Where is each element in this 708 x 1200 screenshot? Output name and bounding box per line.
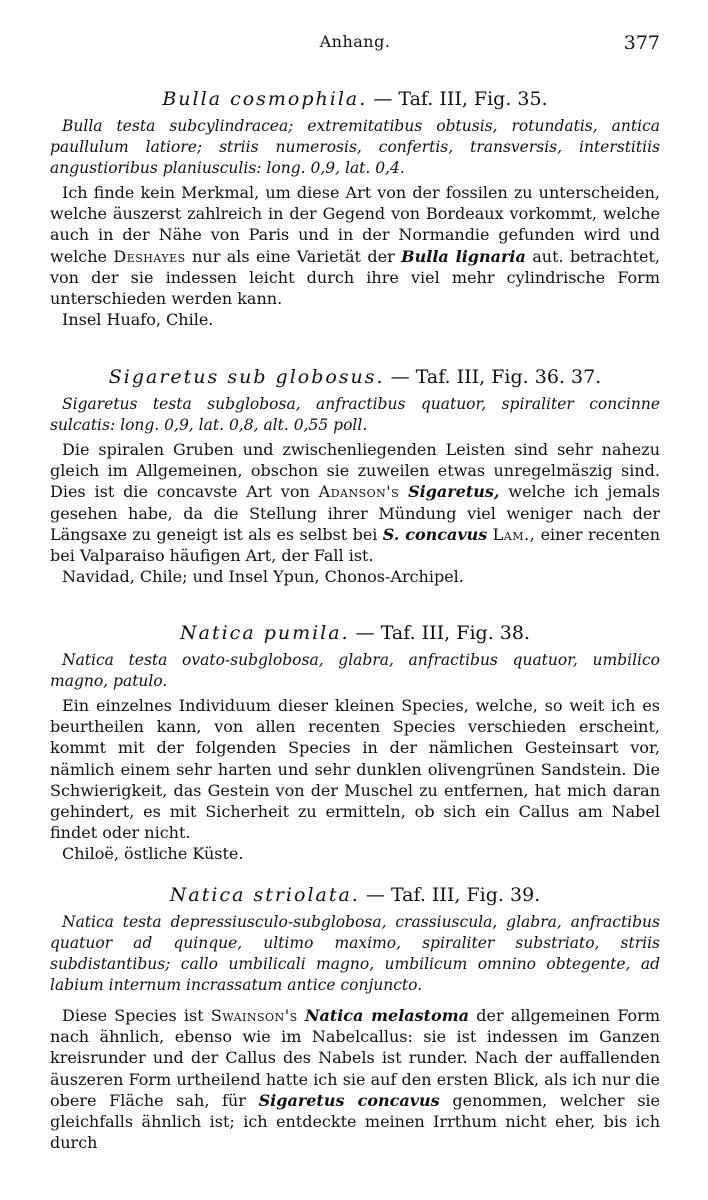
text-run: der allgemeinen Form nach ähnlich, ebenso wie im Nabelcallus: sie ist indessen im Ganzen kreisrunder und der Callus des Nabels ist runder. Nach der auffallenden äuszeren Form urtheilend hatte ich sie auf den ersten Blick, als ich nur die obere Fläche sah, für — [50, 1006, 660, 1110]
text-run: nur als eine Varietät der — [185, 246, 402, 266]
species-entry-natica-striolata — [50, 882, 660, 1153]
plate-reference: — Taf. III, Fig. 38. — [355, 622, 530, 644]
species-name: Sigaretus sub globosus. — [108, 366, 385, 388]
text-run — [298, 1006, 305, 1025]
species-heading — [50, 882, 660, 908]
diagnosis-text: Natica testa ovato-subglobosa, glabra, anfractibus quatuor, umbilico magno, patulo. — [50, 651, 660, 690]
plate-reference: — Taf. III, Fig. 35. — [373, 88, 548, 110]
author-name: Adanson's — [318, 482, 400, 502]
latin-diagnosis — [50, 650, 660, 692]
species-entry-bulla-cosmophila — [50, 86, 660, 330]
text-run: Diese Species ist — [62, 1006, 211, 1025]
text-run: Die spiralen Gruben und zwischenliegenden Leisten sind sehr nahezu gleich im Allgemeinen, obschon sie zuweilen etwas unregelmäszig sind. Dies ist die concavste Art von — [50, 440, 660, 502]
locality: Navidad, Chile; und Insel Ypun, Chonos-Archipel. — [62, 567, 464, 587]
description-paragraph — [50, 1005, 660, 1153]
latin-diagnosis — [50, 912, 660, 996]
text-run: aut. betrachtet, von der sie indessen leicht durch ihre viel mehr cylindrische Form unterschieden werden kann. — [50, 246, 661, 309]
latin-diagnosis — [50, 394, 660, 436]
species-entry-sigaretus-subglobosus — [50, 364, 660, 587]
species-reference: Bulla lignaria — [401, 246, 526, 266]
species-reference: Natica melastoma — [304, 1006, 470, 1025]
description-body — [50, 1005, 660, 1153]
description-body — [50, 439, 660, 587]
locality: Chiloë, östliche Küste. — [62, 844, 244, 864]
text-run — [399, 482, 408, 501]
running-title: Anhang. — [319, 32, 391, 51]
species-name: Natica pumila. — [180, 622, 350, 644]
latin-diagnosis — [50, 116, 660, 179]
plate-reference: — Taf. III, Fig. 36. 37. — [390, 366, 602, 388]
species-reference: Sigaretus concavus — [258, 1090, 440, 1110]
author-name: Deshayes — [113, 246, 186, 266]
page-header — [50, 28, 660, 58]
text-run: einer recenten bei Valparaiso häufigen Art, der Fall ist. — [50, 524, 660, 566]
diagnosis-text: Natica testa depressiusculo-subglobosa, crassiuscula, glabra, anfractibus quatuor ad quinque, ultimo maximo, spiraliter substriato, striis subdistantibus; callo umbilicali magno, umbilicum omnino obtegente, ad labium internum incrassatum antice conjuncto. — [50, 913, 660, 994]
author-name: Swainson's — [210, 1006, 298, 1025]
text-run: genommen, welcher sie gleichfalls ähnlich ist; ich entdeckte meinen Irrthum nicht eher, bis ich durch — [50, 1090, 661, 1153]
species-heading — [50, 620, 660, 646]
description-paragraph: Ein einzelnes Individuum dieser kleinen Species, welche, so weit ich es beurtheilen kann, von allen recenten Species verschieden erscheint, kommt mit der folgenden Species in der nämlichen Gesteinsart vor, nämlich einem sehr harten und sehr dunklen olivengrünen Sandstein. Die Schwierigkeit, das Gestein von der Muschel zu entfernen, hat mich daran gehindert, es mit Sicherheit zu ermitteln, ob sich ein Callus am Nabel findet oder nicht. — [50, 696, 660, 843]
description-body — [50, 695, 660, 865]
document-page — [50, 0, 660, 1200]
diagnosis-text: Sigaretus testa subglobosa, anfractibus quatuor, spiraliter concinne sulcatis: long. 0,9, lat. 0,8, alt. 0,55 poll. — [50, 395, 660, 434]
description-paragraph — [50, 182, 660, 309]
description-body — [50, 182, 660, 330]
author-name: Lam., — [492, 524, 536, 544]
page-number: 377 — [623, 32, 660, 54]
species-heading — [50, 86, 660, 112]
description-paragraph — [50, 439, 660, 566]
species-reference: S. concavus — [382, 524, 488, 544]
plate-reference: — Taf. III, Fig. 39. — [365, 884, 541, 906]
locality: Insel Huafo, Chile. — [62, 310, 214, 330]
text-run: Ich finde kein Merkmal, um diese Art von der fossilen zu unterscheiden, welche äuszerst zahlreich in der Gegend von Bordeaux vorkommt, welche auch in der Nähe von Paris und in der Normandie gefunden wird und welche — [50, 183, 660, 266]
diagnosis-text: Bulla testa subcylindracea; extremitatibus obtusis, rotundatis, antica paullulum latiore; striis numerosis, confertis, transversis, interstitiis angustioribus planiusculis: long. 0,9, lat. 0,4. — [50, 117, 660, 177]
species-reference: Sigaretus, — [408, 482, 500, 502]
species-name: Bulla cosmophila. — [162, 88, 368, 110]
species-heading — [50, 364, 660, 390]
species-entry-natica-pumila — [50, 620, 660, 865]
species-name: Natica striolata. — [169, 884, 360, 906]
text-run: welche ich jemals gesehen habe, da die Stellung ihrer Mündung viel weniger nach der Längsaxe zu geneigt ist als es selbst bei — [50, 482, 661, 544]
